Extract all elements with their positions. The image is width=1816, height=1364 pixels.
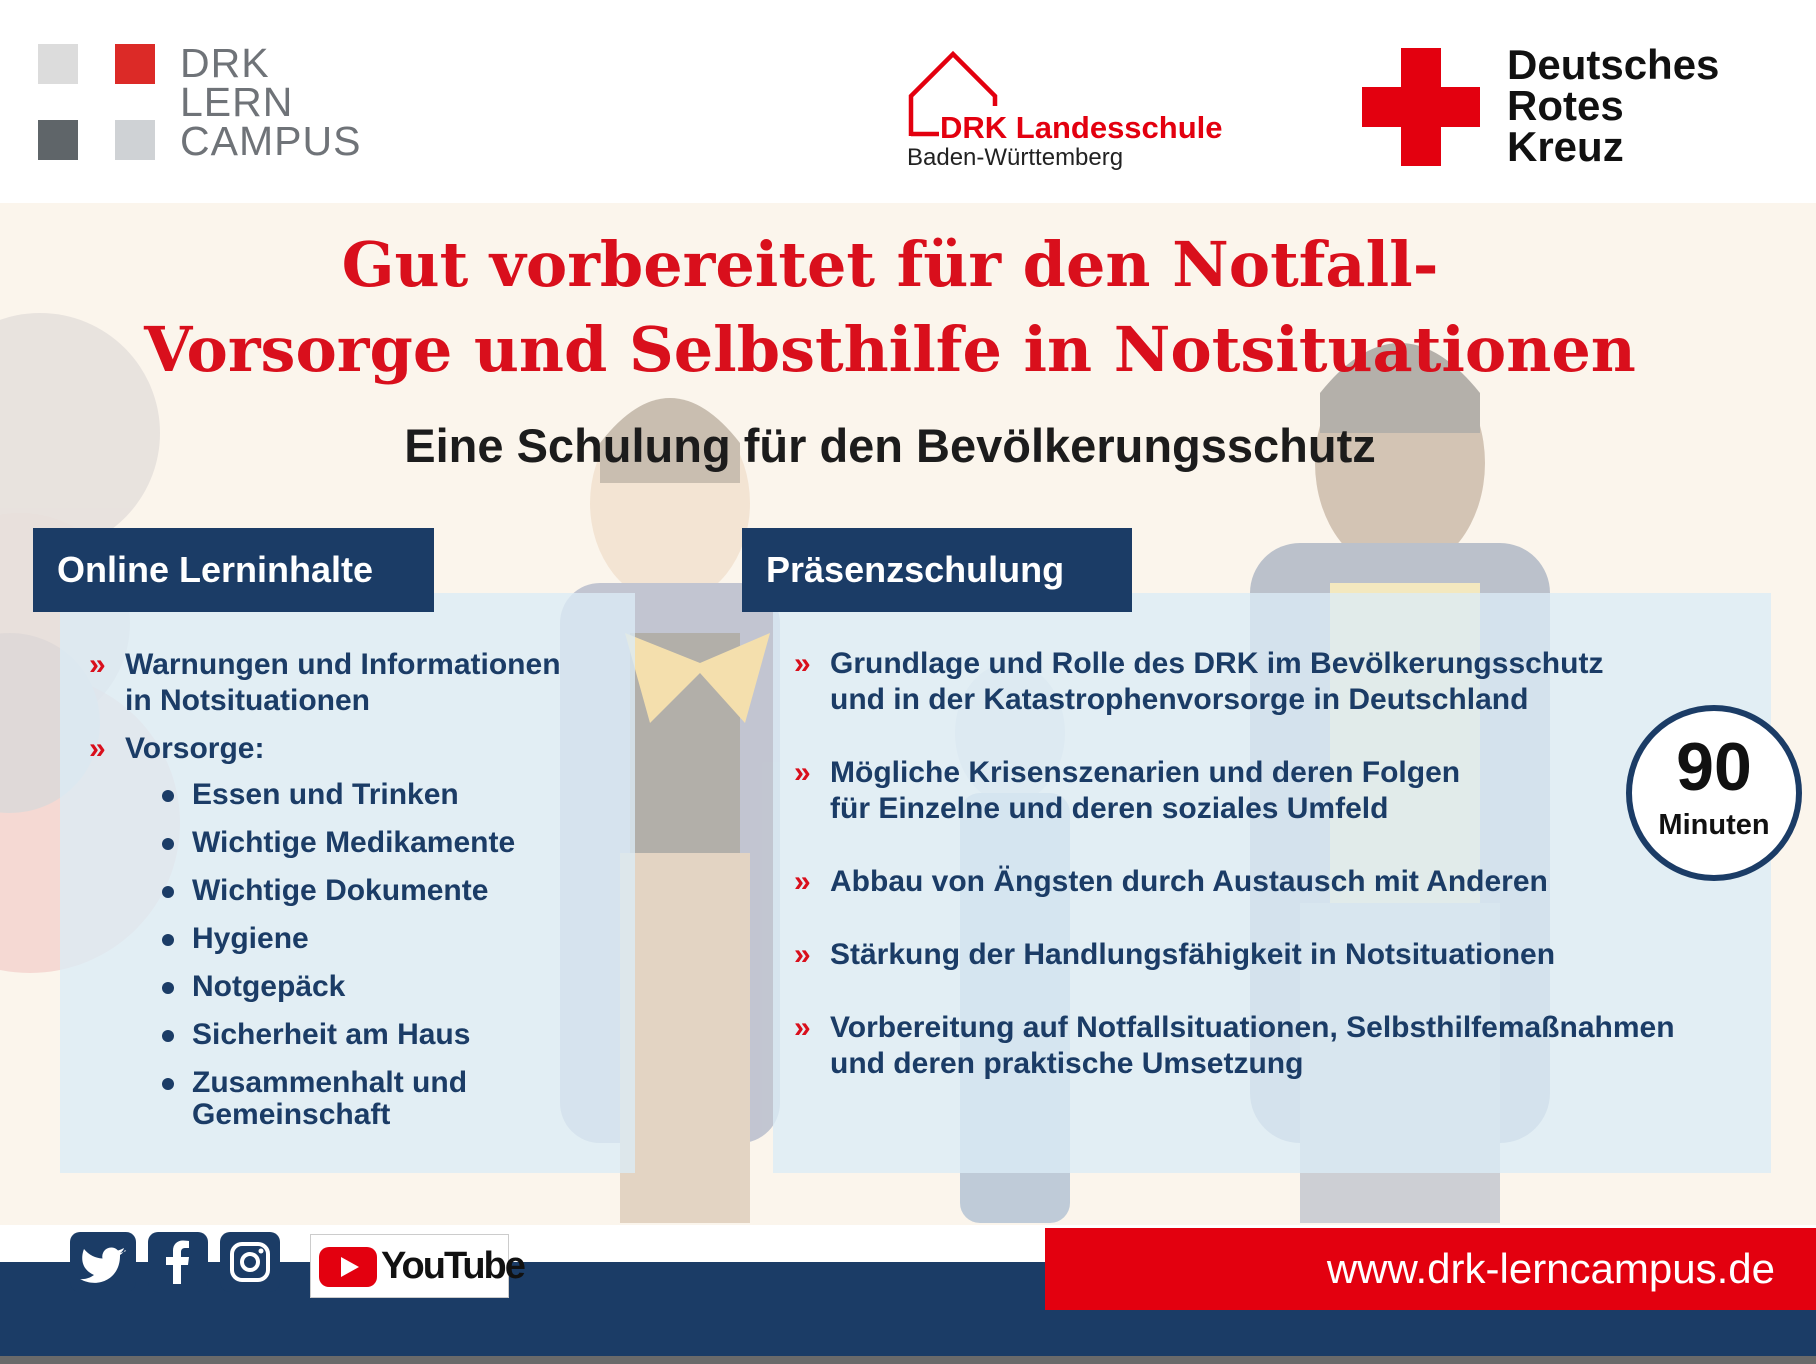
bottom-edge [0, 1356, 1816, 1364]
bullet-icon [162, 1078, 174, 1090]
praesenz-item: » Grundlage und Rolle des DRK im Bevölkerungsschutz und in der Katastrophenvorsorge in Deutschland [794, 647, 1604, 716]
instagram-icon[interactable] [220, 1232, 280, 1292]
bullet-icon [162, 886, 174, 898]
drk-line1: Deutsches [1507, 41, 1720, 88]
lerncampus-line2: LERN [180, 79, 294, 125]
praesenz-item: » Vorbereitung auf Notfallsituationen, Selbsthilfemaßnahmen und deren praktische Umsetzung [794, 1011, 1675, 1080]
chevron-icon: » [89, 648, 106, 681]
drk-wordmark [1507, 41, 1720, 170]
vorsorge-item: Hygiene [192, 923, 309, 955]
title-line2: Vorsorge und Selbsthilfe in Notsituationen [144, 313, 1636, 386]
youtube-icon [319, 1247, 377, 1287]
landesschule-name: DRK Landesschule [940, 110, 1223, 145]
chevron-icon: » [794, 756, 811, 789]
chevron-icon: » [794, 1011, 811, 1044]
logo-square-light [38, 44, 78, 84]
bullet-icon [162, 838, 174, 850]
online-item-warnungen [89, 647, 561, 719]
vorsorge-item: Notgepäck [192, 971, 345, 1003]
logo-square-dark [38, 120, 78, 160]
vorsorge-item: Essen und Trinken [192, 779, 459, 811]
bullet-icon [162, 982, 174, 994]
drk-line2: Rotes [1507, 82, 1624, 129]
logo-square-red [115, 44, 155, 84]
title-line1: Gut vorbereitet für den Notfall- [341, 228, 1439, 301]
vorsorge-item: Sicherheit am Haus [192, 1019, 470, 1051]
chevron-icon: » [89, 732, 106, 765]
vorsorge-item: Zusammenhalt und Gemeinschaft [192, 1067, 467, 1131]
main-content [0, 203, 1816, 1225]
bullet-icon [162, 934, 174, 946]
online-item-line: in Notsituationen [125, 684, 370, 717]
duration-unit: Minuten [1658, 809, 1770, 841]
praesenz-item: » Abbau von Ängsten durch Austausch mit Anderen [794, 865, 1548, 898]
duration-badge [1626, 705, 1802, 881]
drk-line3: Kreuz [1507, 123, 1624, 170]
landesschule-region: Baden-Württemberg [907, 144, 1124, 171]
subtitle: Eine Schulung für den Bevölkerungsschutz [404, 419, 1376, 472]
online-item-vorsorge [89, 731, 265, 767]
chevron-icon: » [794, 938, 811, 971]
praesenz-item: » Stärkung der Handlungsfähigkeit in Notsituationen [794, 938, 1556, 971]
chevron-icon: » [794, 865, 811, 898]
vorsorge-item: Wichtige Dokumente [192, 875, 488, 907]
bullet-icon [162, 1030, 174, 1042]
youtube-button[interactable] [310, 1234, 524, 1298]
logo-square-grey [115, 120, 155, 160]
header [0, 0, 1816, 203]
website-link[interactable]: www.drk-lerncampus.de [1326, 1245, 1775, 1292]
praesenz-item: » Mögliche Krisenszenarien und deren Folgen für Einzelne und deren soziales Umfeld [794, 756, 1461, 825]
lerncampus-line1: DRK [180, 40, 270, 86]
bullet-icon [162, 790, 174, 802]
chevron-icon: » [794, 647, 811, 680]
online-item-line: Vorsorge: [125, 732, 265, 765]
online-item-line: Warnungen und Informationen [125, 648, 561, 681]
duration-value: 90 [1676, 729, 1752, 805]
twitter-icon[interactable] [70, 1232, 136, 1292]
lerncampus-line3: CAMPUS [180, 118, 362, 164]
online-heading: Online Lerninhalte [33, 528, 434, 612]
lerncampus-wordmark [180, 40, 362, 164]
youtube-label: YouTube [381, 1245, 524, 1287]
vorsorge-item: Wichtige Medikamente [192, 827, 515, 859]
red-cross-icon [1362, 48, 1480, 166]
facebook-icon[interactable] [148, 1232, 208, 1292]
praesenz-heading: Präsenzschulung [742, 528, 1132, 612]
